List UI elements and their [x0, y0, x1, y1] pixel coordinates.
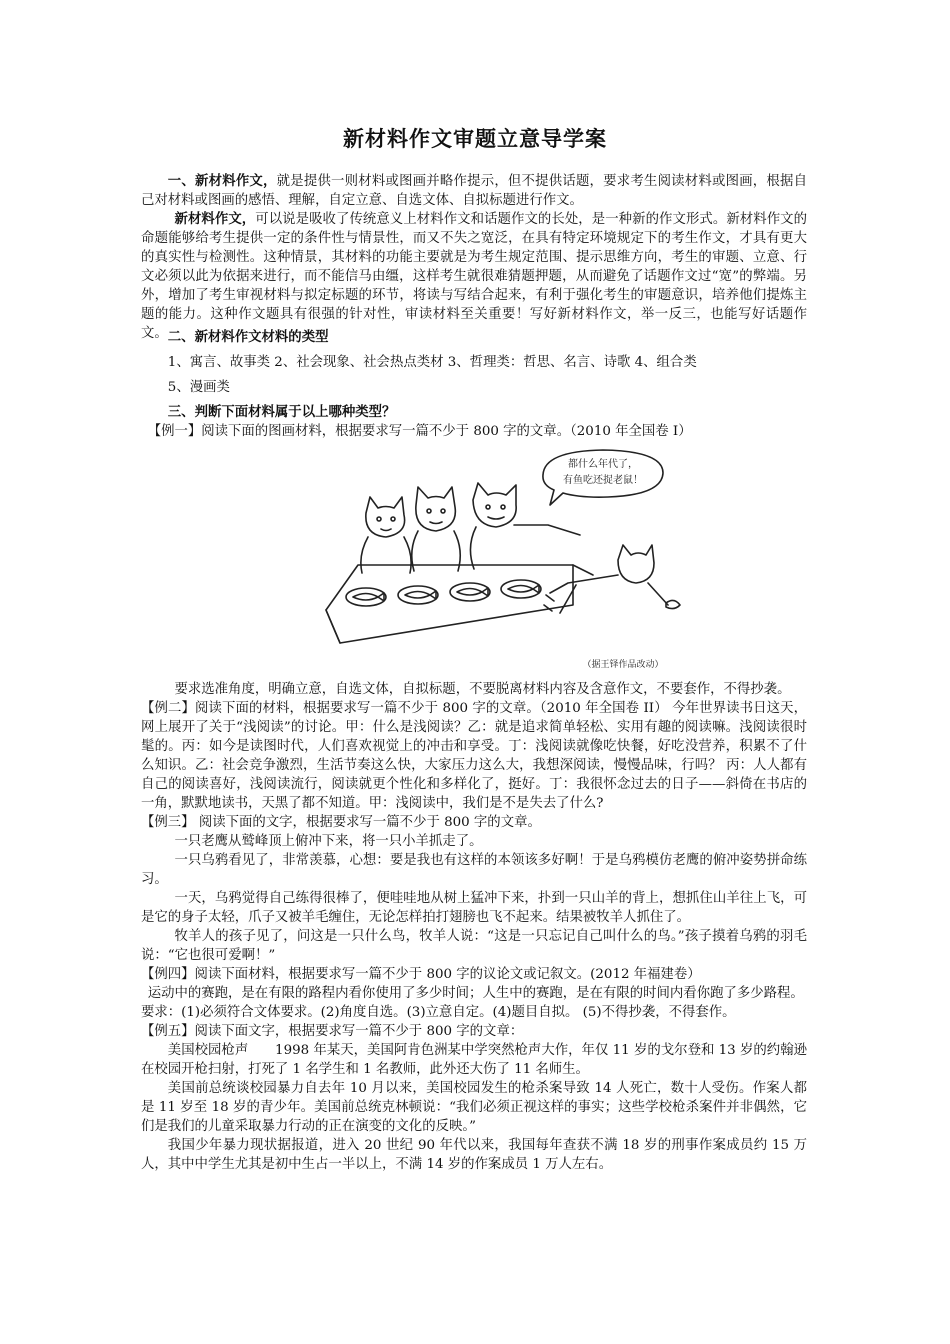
example5-paragraph-2: 美国前总统谈校园暴力自去年 10 月以来，美国校园发生的枪杀案导致 14 人死亡，数十人受伤。作案人都是 11 岁至 18 岁的青少年。美国前总统克林顿说：“我们必须正视这样的事实；这些学校枪杀案件并非偶然，它们是我们的儿童采取暴力行动的正在演变的文化的反映。”	[141, 1081, 807, 1134]
types-heading: 二、新材料作文材料的类型	[167, 329, 329, 345]
example1-intro: 【例一】阅读下面的图画材料，根据要求写一篇不少于 800 字的文章。（2010 年全国卷 I）	[147, 424, 692, 439]
section-types	[141, 328, 807, 397]
intro-lead-bold: 一、新材料作文，	[167, 173, 277, 189]
examples-body	[141, 680, 807, 1174]
example3-paragraph-1: 一只老鹰从鹫峰顶上俯冲下来，将一只小羊抓走了。	[174, 834, 483, 849]
cartoon-credit: （据王铎作品改动）	[582, 660, 664, 670]
section-intro	[141, 172, 807, 343]
cartoon-illustration	[318, 445, 684, 675]
intro-lead-text: 就是提供一则材料或图画并略作提示，但不提供话题，要求考生阅读材料或图画，根据自己对材料或图画的感悟、理解，自定立意、自选文体、自拟标题进行作文。	[141, 174, 808, 208]
cartoon-bubble-line1: 都什么年代了，	[568, 459, 638, 470]
example3-paragraph-4: 牧羊人的孩子见了，问这是一只什么鸟，牧羊人说：“这是一只忘记自己叫什么的鸟。”孩子摸着乌鸦的羽毛说：“它也很可爱啊！”	[141, 929, 807, 963]
intro-para2-bold: 新材料作文，	[174, 211, 256, 227]
example3-paragraph-3: 一天，乌鸦觉得自己练得很棒了，便哇哇地从树上猛冲下来，扑到一只山羊的背上，想抓住山羊往上飞，可是它的身子太轻，爪子又被羊毛缠住，无论怎样拍打翅膀也飞不起来。结果被牧羊人抓住了。	[141, 891, 807, 925]
example3-paragraph-2: 一只乌鸦看见了，非常羡慕，心想：要是我也有这样的本领该多好啊！于是乌鸦模仿老鹰的俯冲姿势拼命练习。	[141, 853, 807, 887]
example5-paragraph-1: 美国校园枪声 1998 年某天，美国阿肯色洲某中学突然枪声大作，年仅 11 岁的戈尔登和 13 岁的约翰逊在校园开枪扫射，打死了 1 名学生和 1 名教师，此外还大伤了 11 名师生。	[141, 1043, 807, 1077]
example4-text: 运动中的赛跑，是在有限的路程内看你使用了多少时间；人生中的赛跑，是在有限的时间内看你跑了多少路程。	[147, 986, 804, 1001]
intro-para2-text: 可以说是吸收了传统意义上材料作文和话题作文的长处，是一种新的作文形式。新材料作文的命题能够给考生提供一定的条件性与情景性，而又不失之宽泛，在具有特定环境规定下的考生作文，才具有更大的真实性与检测性。这种情景，其材料的功能主要就是为考生规定范围、提示思维方向，考生的审题、立意、行文必须以此为依据来进行，而不能信马由缰，这样考生就很难猜题押题，从而避免了话题作文过“宽”的弊端。另外，增加了考生审视材料与拟定标题的环节，将读与写结合起来，有利于强化考生的审题意识，培养他们提炼主题的能力。这种作文题具有很强的针对性，审读材料至关重要！写好新材料作文，举一反三，也能写好话题作文。	[141, 212, 808, 341]
types-line-1: 1、寓言、故事类 2、社会现象、社会热点类材 3、哲理类：哲思、名言、诗歌 4、组合类	[167, 355, 697, 370]
types-line-2: 5、漫画类	[167, 380, 230, 395]
cartoon-bubble-line2: 有鱼吃还捉老鼠！	[563, 475, 643, 486]
example3-intro: 【例三】 阅读下面的文字，根据要求写一篇不少于 800 字的文章。	[141, 815, 541, 830]
page-title: 新材料作文审题立意导学案	[343, 126, 607, 151]
example4-requirement: 要求：(1)必须符合文体要求。(2)角度自选。(3)立意自定。(4)题目自拟。 (5)不得抄袭，不得套作。	[141, 1005, 736, 1020]
example5-paragraph-3: 我国少年暴力现状据报道，进入 20 世纪 90 年代以来，我国每年查获不满 18 岁的刑事作案成员约 15 万人，其中中学生尤其是初中生占一半以上，不满 14 岁的作案成员 1 万人左右。	[141, 1138, 807, 1172]
intro-paragraph-2	[141, 210, 807, 343]
section-judge	[141, 403, 807, 441]
example4-intro: 【例四】阅读下面材料，根据要求写一篇不少于 800 字的议论文或记叙文。(2012 年福建卷）	[141, 967, 701, 982]
example2-text: 【例二】阅读下面的材料，根据要求写一篇不少于 800 字的文章。（2010 年全国卷 II） 今年世界读书日这天，网上展开了关于“浅阅读”的讨论。甲：什么是浅阅读？乙：就是追求简单轻松、实用有趣的阅读嘛。浅阅读很时髦的。丙：如今是读图时代，人们喜欢视觉上的冲击和享受。丁：浅阅读就像吃快餐，好吃没营养，积累不了什么知识。乙：社会竞争激烈，生活节奏这么快，大家压力这么大，我想深阅读，慢慢品味，行吗？ 丙：人人都有自己的阅读喜好，浅阅读流行，阅读就更个性化和多样化了，挺好。丁：我很怀念过去的日子——斜倚在书店的一角，默默地读书，天黑了都不知道。甲：浅阅读中，我们是不是失去了什么?	[141, 701, 807, 811]
example5-intro: 【例五】阅读下面文字，根据要求写一篇不少于 800 字的文章：	[141, 1024, 524, 1039]
judge-heading: 三、判断下面材料属于以上哪种类型？	[167, 404, 396, 420]
intro-paragraph-1	[141, 172, 807, 210]
example1-requirement: 要求选准角度，明确立意，自选文体，自拟标题，不要脱离材料内容及含意作文，不要套作，不得抄袭。	[174, 682, 791, 697]
